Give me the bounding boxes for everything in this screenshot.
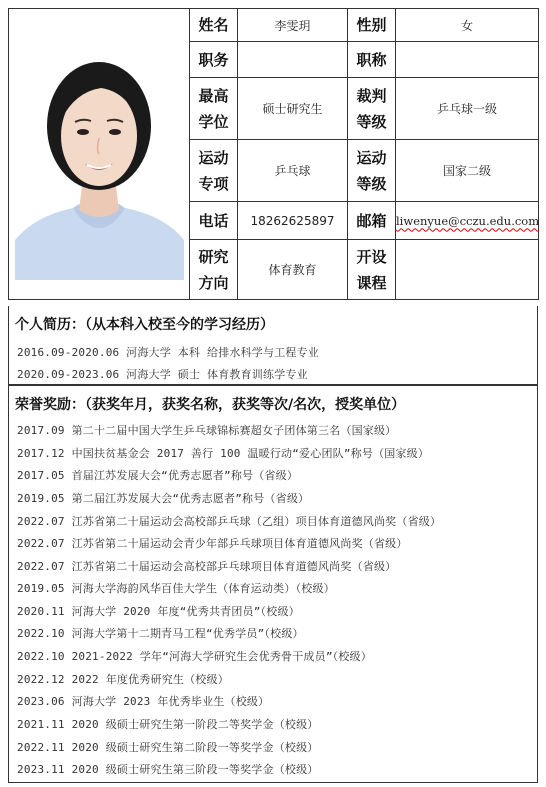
email-text: liwenyue@cczu.edu.com — [396, 213, 540, 228]
sport-label-line1: 运动 — [198, 148, 229, 167]
resume-item: 2020.09-2023.06 河海大学 硕士 体育教育训练学专业 — [17, 368, 308, 381]
referee-label — [348, 78, 396, 140]
award-item: 2023.06 河海大学 2023 年优秀毕业生（校级） — [17, 695, 270, 708]
degree-value: 硕士研究生 — [238, 78, 348, 140]
research-value: 体育教育 — [238, 240, 348, 300]
sport-level-label-line1: 运动 — [356, 148, 387, 167]
phone-label: 电话 — [190, 202, 238, 240]
award-item: 2022.12 2022 年度优秀研究生（校级） — [17, 673, 229, 686]
award-item: 2022.10 河海大学第十二期青马工程“优秀学员”（校级） — [17, 627, 304, 640]
title-value — [396, 42, 539, 78]
degree-label-line1: 最高 — [198, 86, 229, 105]
research-label — [190, 240, 238, 300]
sport-label-line2: 专项 — [198, 174, 229, 193]
portrait-photo — [15, 28, 184, 280]
sport-label — [190, 140, 238, 202]
award-item: 2022.07 江苏省第二十届运动会高校部乒乓球项目体育道德风尚奖（省级） — [17, 560, 397, 573]
referee-label-line2: 等级 — [356, 112, 387, 131]
phone-value: 18262625897 — [238, 202, 348, 240]
profile-table — [8, 8, 539, 300]
degree-label — [190, 78, 238, 140]
award-item: 2022.07 江苏省第二十届运动会高校部乒乓球（乙组）项目体育道德风尚奖（省级） — [17, 515, 442, 528]
sport-level-label — [348, 140, 396, 202]
title-label: 职称 — [348, 42, 396, 78]
award-item: 2022.11 2020 级硕士研究生第二阶段一等奖学金（校级） — [17, 741, 319, 754]
award-item: 2023.11 2020 级硕士研究生第三阶段一等奖学金（校级） — [17, 763, 319, 776]
resume-title: 个人简历：（从本科入校至今的学习经历） — [15, 317, 274, 333]
award-item: 2017.09 第二十二届中国大学生乒乓球锦标赛超女子团体第三名（国家级） — [17, 424, 397, 437]
award-item: 2017.12 中国扶贫基金会 2017 善行 100 温暖行动“爱心团队”称号（国家级） — [17, 447, 430, 460]
award-item: 2021.11 2020 级硕士研究生第一阶段二等奖学金（校级） — [17, 718, 319, 731]
referee-value: 乒乓球一级 — [396, 78, 539, 140]
research-label-line2: 方向 — [198, 273, 229, 292]
research-label-line1: 研究 — [198, 247, 229, 266]
award-item: 2019.05 第二届江苏发展大会“优秀志愿者”称号（省级） — [17, 492, 310, 505]
degree-label-line2: 学位 — [198, 112, 229, 131]
awards-title: 荣誉奖励：（获奖年月，获奖名称，获奖等次/名次，授奖单位） — [15, 397, 406, 413]
course-label-line2: 课程 — [356, 273, 387, 292]
course-value — [396, 240, 539, 300]
course-label — [348, 240, 396, 300]
award-item: 2020.11 河海大学 2020 年度“优秀共青团员”（校级） — [17, 605, 300, 618]
resume-section — [8, 306, 538, 385]
course-label-line1: 开设 — [356, 247, 387, 266]
resume-item: 2016.09-2020.06 河海大学 本科 给排水科学与工程专业 — [17, 346, 320, 359]
portrait-illustration — [15, 28, 184, 280]
position-label: 职务 — [190, 42, 238, 78]
sport-level-label-line2: 等级 — [356, 174, 387, 193]
sport-value: 乒乓球 — [238, 140, 348, 202]
sport-level-value: 国家二级 — [396, 140, 539, 202]
referee-label-line1: 裁判 — [356, 86, 387, 105]
award-item: 2022.10 2021-2022 学年“河海大学研究生会优秀骨干成员”（校级） — [17, 650, 372, 663]
gender-value: 女 — [396, 9, 539, 42]
position-value — [238, 42, 348, 78]
email-value — [396, 202, 539, 240]
award-item: 2019.05 河海大学海韵风华百佳大学生（体育运动类）（校级） — [17, 582, 335, 595]
gender-label: 性别 — [348, 9, 396, 42]
name-value: 李雯玥 — [238, 9, 348, 42]
email-label: 邮箱 — [348, 202, 396, 240]
name-label: 姓名 — [190, 9, 238, 42]
award-item: 2017.05 首届江苏发展大会“优秀志愿者”称号（省级） — [17, 469, 299, 482]
awards-section — [8, 385, 538, 783]
award-item: 2022.07 江苏省第二十届运动会青少年部乒乓球项目体育道德风尚奖（省级） — [17, 537, 408, 550]
photo-cell — [9, 9, 190, 300]
